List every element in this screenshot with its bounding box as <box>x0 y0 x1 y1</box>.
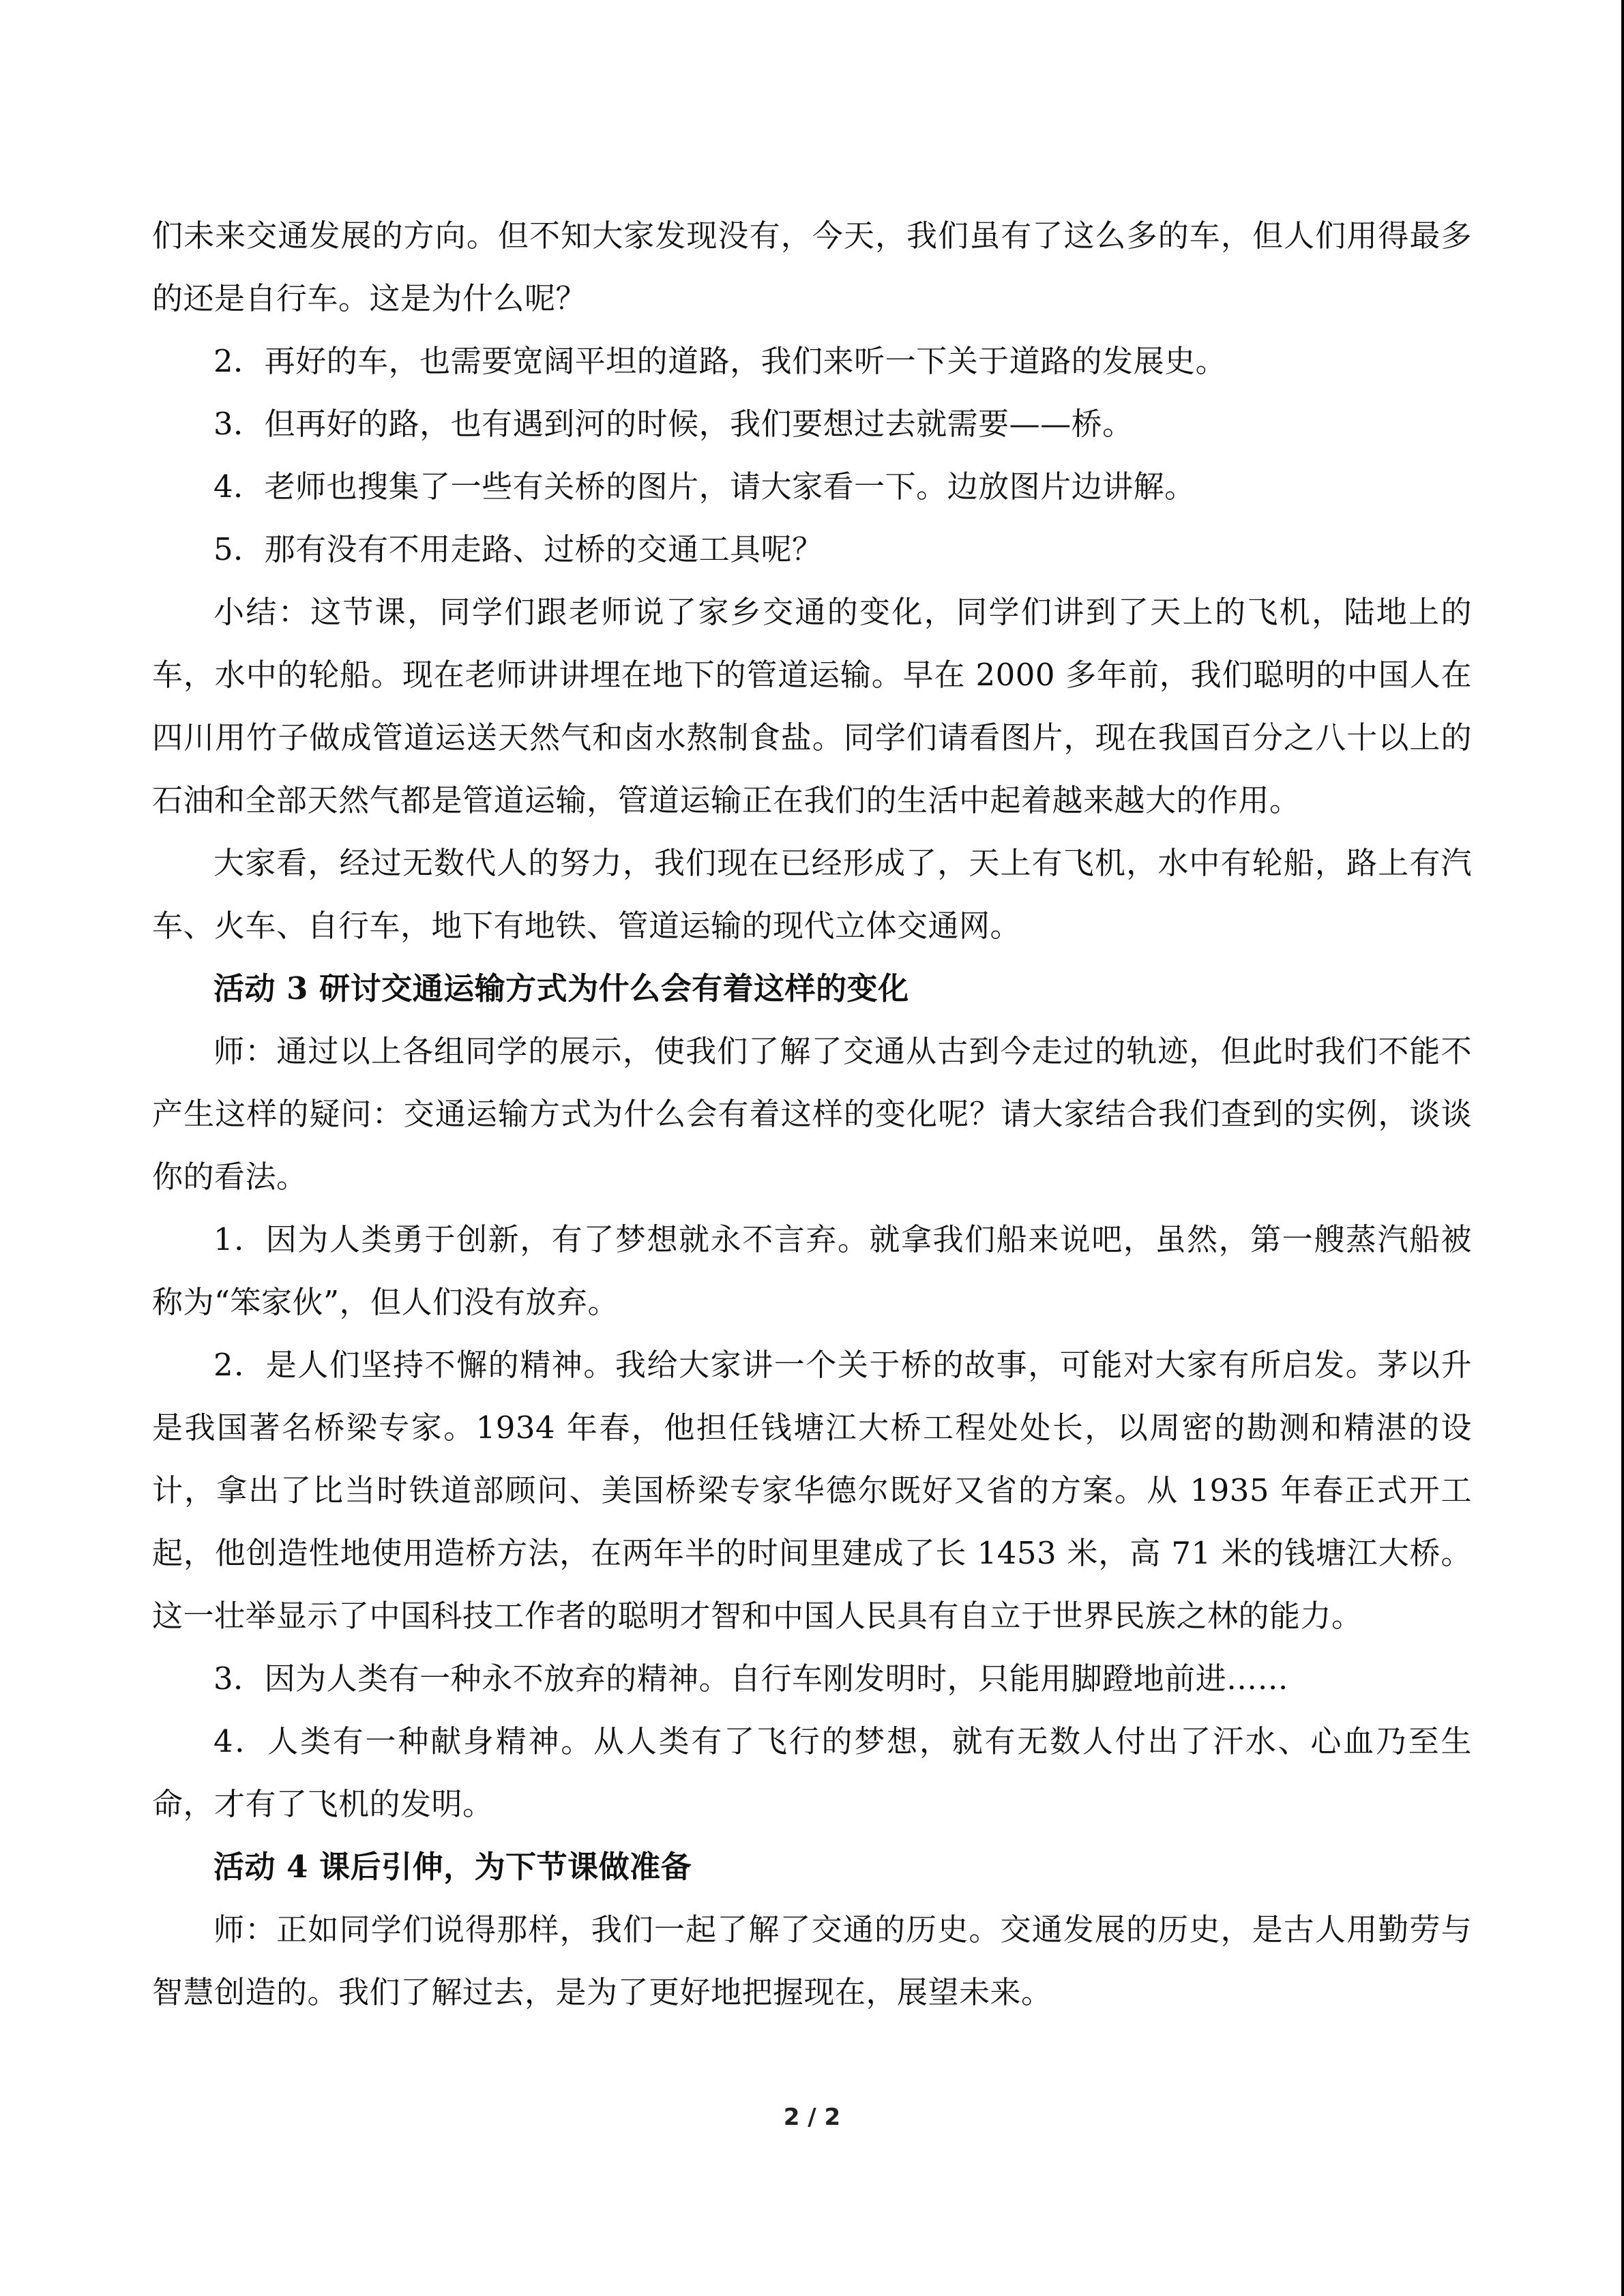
paragraph-teacher-question: 师：通过以上各组同学的展示，使我们了解了交通从古到今走过的轨迹，但此时我们不能不产生这样的疑问：交通运输方式为什么会有着这样的变化呢？请大家结合我们查到的实例，谈谈你的看法。 <box>152 1033 1472 1195</box>
paragraph-transport-network: 大家看，经过无数代人的努力，我们现在已经形成了，天上有飞机，水中有轮船，路上有汽车、火车、自行车，地下有地铁、管道运输的现代立体交通网。 <box>152 845 1472 944</box>
paragraph-reason-3: 3．因为人类有一种永不放弃的精神。自行车刚发明时，只能用脚蹬地前进…… <box>213 1660 1289 1697</box>
paragraph-continuation: 们未来交通发展的方向。但不知大家发现没有，今天，我们虽有了这么多的车，但人们用得最多的还是自行车。这是为什么呢？ <box>152 218 1472 316</box>
paragraph-item-4: 4．老师也搜集了一些有关桥的图片，请大家看一下。边放图片边讲解。 <box>213 468 1196 505</box>
document-body <box>152 205 1472 2024</box>
paragraph-summary: 小结：这节课，同学们跟老师说了家乡交通的变化，同学们讲到了天上的飞机，陆地上的车，水中的轮船。现在老师讲讲埋在地下的管道运输。早在 2000 多年前，我们聪明的中国人在四川用竹子做成管道运送天然气和卤水熬制食盐。同学们请看图片，现在我国百分之八十以上的石油和全部天然气都是管道运输，管道运输正在我们的生活中起着越来越大的作用。 <box>152 594 1472 818</box>
heading-activity-4: 活动 4 课后引伸，为下节课做准备 <box>213 1849 692 1885</box>
paragraph-item-3: 3．但再好的路，也有遇到河的时候，我们要想过去就需要——桥。 <box>213 406 1134 442</box>
page-border <box>1621 0 1624 2296</box>
paragraph-item-2: 2．再好的车，也需要宽阔平坦的道路，我们来听一下关于道路的发展史。 <box>213 343 1227 379</box>
paragraph-reason-4: 4．人类有一种献身精神。从人类有了飞行的梦想，就有无数人付出了汗水、心血乃至生命，才有了飞机的发明。 <box>152 1723 1472 1822</box>
paragraph-reason-2: 2．是人们坚持不懈的精神。我给大家讲一个关于桥的故事，可能对大家有所启发。茅以升是我国著名桥梁专家。1934 年春，他担任钱塘江大桥工程处处长，以周密的勘测和精湛的设计，拿出了比当时铁道部顾问、美国桥梁专家华德尔既好又省的方案。从 1935 年春正式开工起，他创造性地使用造桥方法，在两年半的时间里建成了长 1453 米，高 71 米的钱塘江大桥。这一壮举显示了中国科技工作者的聪明才智和中国人民具有自立于世界民族之林的能力。 <box>152 1347 1472 1634</box>
paragraph-reason-1: 1．因为人类勇于创新，有了梦想就永不言弃。就拿我们船来说吧，虽然，第一艘蒸汽船被称为“笨家伙”，但人们没有放弃。 <box>152 1221 1472 1320</box>
page-number: 2 / 2 <box>783 2104 841 2131</box>
heading-activity-3: 活动 3 研讨交通运输方式为什么会有着这样的变化 <box>213 970 909 1007</box>
paragraph-teacher-conclusion: 师：正如同学们说得那样，我们一起了解了交通的历史。交通发展的历史，是古人用勤劳与智慧创造的。我们了解过去，是为了更好地把握现在，展望未来。 <box>152 1911 1472 2010</box>
paragraph-item-5: 5．那有没有不用走路、过桥的交通工具呢？ <box>213 531 823 567</box>
